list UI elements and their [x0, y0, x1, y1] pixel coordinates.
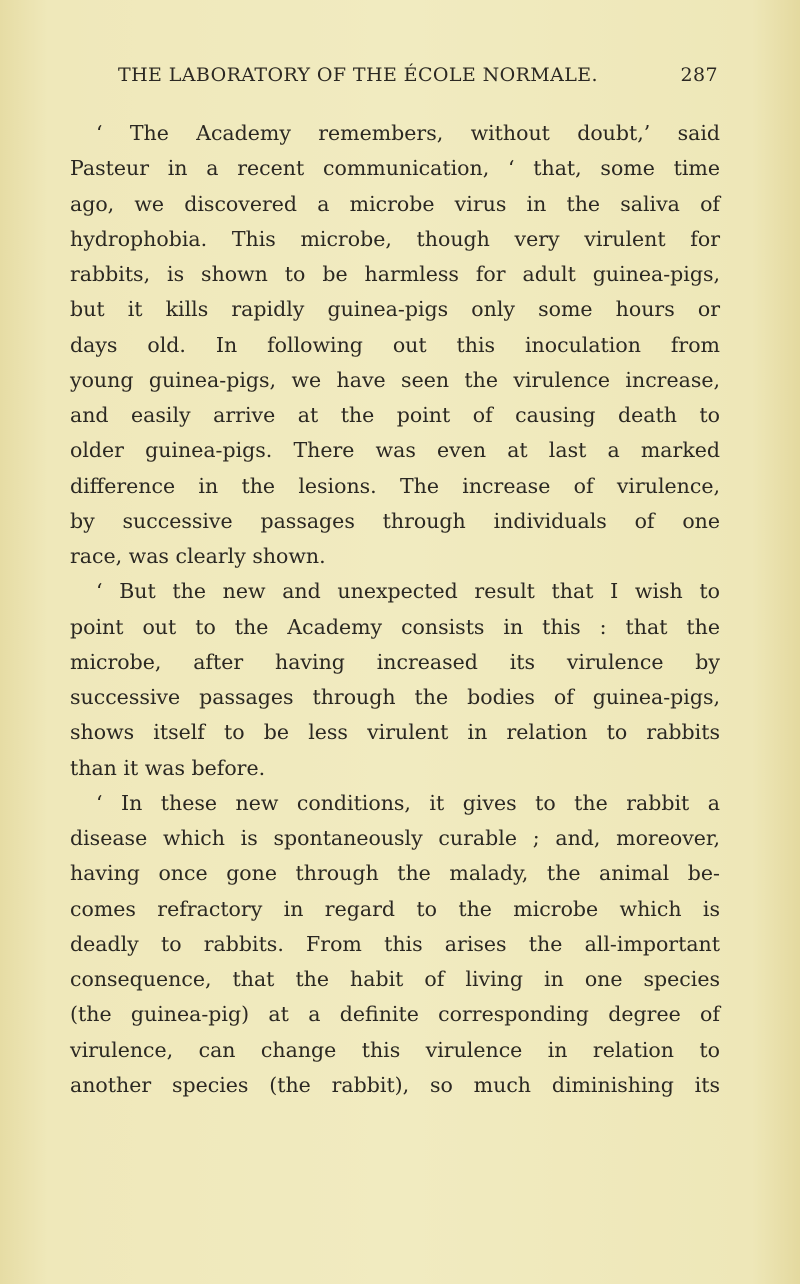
- text-line: virulence, can change this virulence in relation to: [70, 1037, 720, 1062]
- text-line: disease which is spontaneously curable ; and, moreover,: [70, 826, 720, 850]
- text-line: microbe, after having increased its virulence by: [70, 649, 720, 674]
- text-line: ago, we discovered a microbe virus in the saliva of: [70, 191, 720, 216]
- text-line: another species (the rabbit), so much diminishing its: [70, 1072, 720, 1097]
- body-text: [70, 116, 720, 1103]
- text-line: race, was clearly shown.: [70, 544, 326, 568]
- text-line: Pasteur in a recent communication, ‘ that, some time: [70, 156, 720, 181]
- text-line: successive passages through the bodies of guinea-pigs,: [70, 685, 720, 709]
- text-line: ‘ In these new conditions, it gives to the rabbit a: [96, 790, 720, 815]
- running-head-title: THE LABORATORY OF THE ÉCOLE NORMALE.: [118, 64, 598, 86]
- page-number: 287: [680, 64, 718, 86]
- text-line: (the guinea-pig) at a definite corresponding degree of: [70, 1002, 720, 1027]
- text-line: but it kills rapidly guinea-pigs only some hours or: [70, 297, 720, 322]
- text-line: rabbits, is shown to be harmless for adult guinea-pigs,: [70, 262, 720, 286]
- text-line: having once gone through the malady, the animal be-: [70, 861, 720, 886]
- text-line: by successive passages through individuals of one: [70, 508, 720, 533]
- text-line: difference in the lesions. The increase of virulence,: [70, 473, 720, 498]
- text-line: ‘ The Academy remembers, without doubt,’ said: [96, 121, 720, 145]
- text-line: days old. In following out this inoculation from: [70, 332, 720, 357]
- text-line: than it was before.: [70, 755, 266, 780]
- text-line: ‘ But the new and unexpected result that I wish to: [96, 579, 720, 604]
- text-line: comes refractory in regard to the microbe which is: [70, 896, 720, 921]
- text-line: consequence, that the habit of living in one species: [70, 967, 720, 991]
- text-line: young guinea-pigs, we have seen the virulence increase,: [70, 367, 720, 392]
- text-line: and easily arrive at the point of causing death to: [70, 403, 720, 427]
- text-line: older guinea-pigs. There was even at last a marked: [70, 438, 720, 463]
- text-line: shows itself to be less virulent in relation to rabbits: [70, 720, 720, 745]
- text-line: point out to the Academy consists in this : that the: [70, 614, 720, 639]
- text-line: deadly to rabbits. From this arises the all-important: [70, 931, 720, 956]
- text-line: hydrophobia. This microbe, though very virulent for: [70, 226, 720, 251]
- running-head: [118, 64, 718, 92]
